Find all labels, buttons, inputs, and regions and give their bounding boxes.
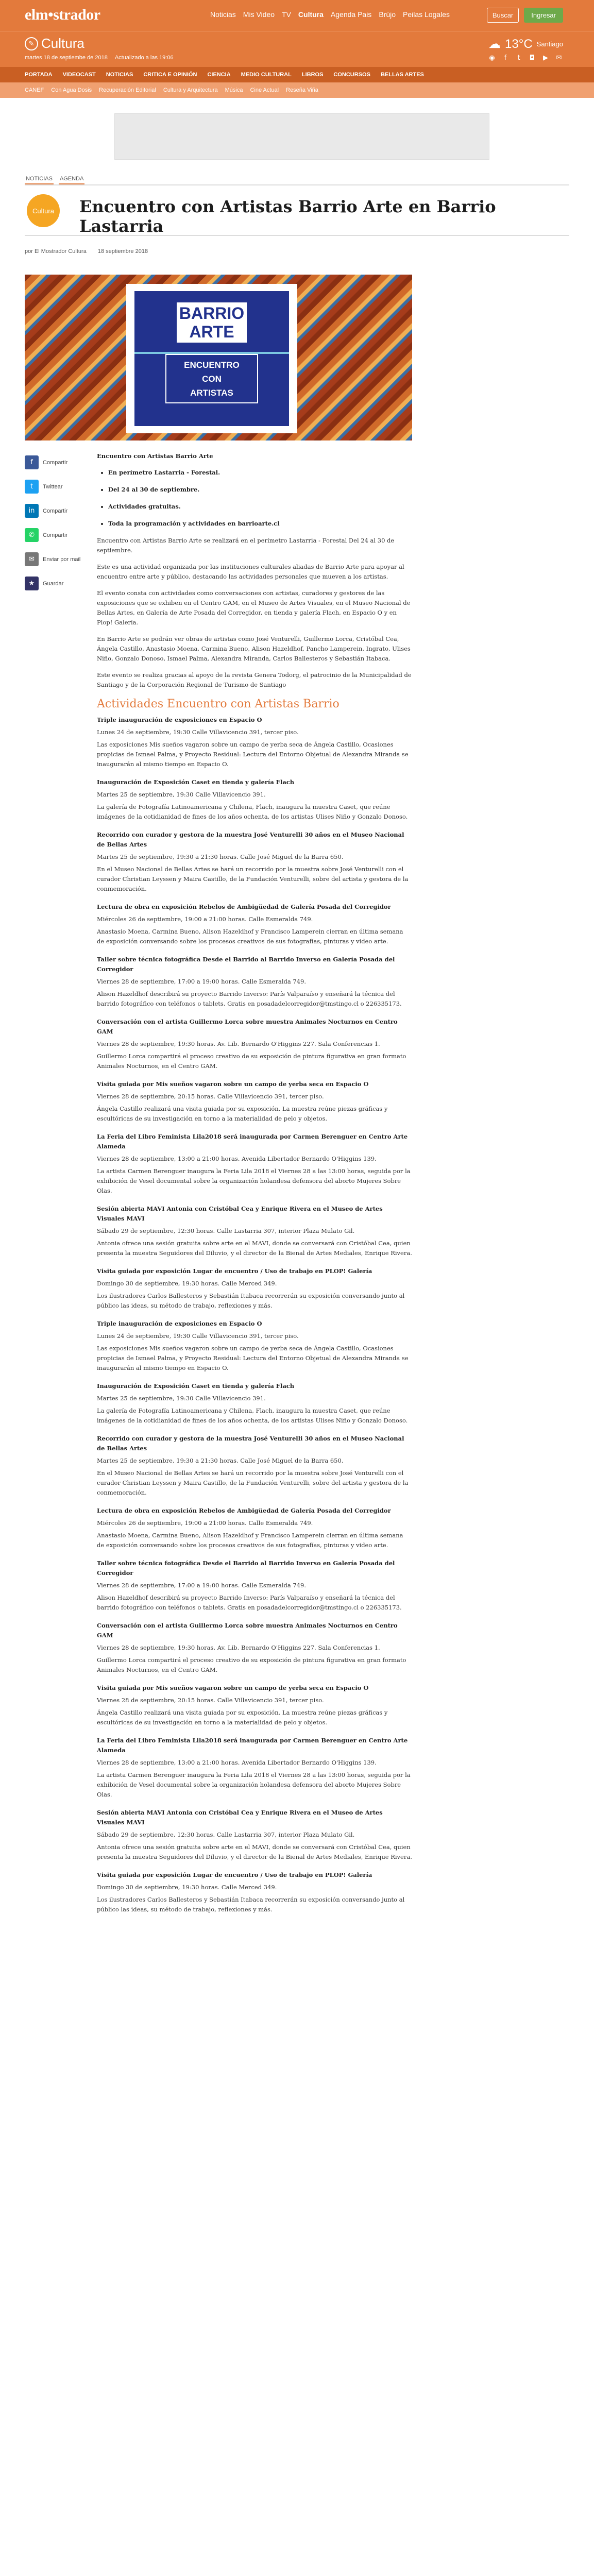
event-description: Las exposiciones Mis sueños vagaron sobre un campo de yerba seca de Ángela Castillo, Ocasiones propicias de Ismael Palma, y Proyecto Residual: Lectura del Entorno Objetual de Alexandra Miranda se inaugurarán al mismo tiempo en Espacio O. [97,1345,409,1371]
event-description: Antonia ofrece una sesión gratuita sobre arte en el MAVI, donde se conversará con Cristóbal Cea, quien presenta la muestra Seguidores del Diluvio, y el director de la Bienal de Artes Mediales, Enrique Rivera. [97,1843,412,1860]
breadcrumb-agenda[interactable]: AGENDA [59,174,84,184]
event-description: Guillermo Lorca compartirá el proceso creativo de su exposición de pintura figurativa en gran formato Animales Nocturnos, en el Centro GAM. [97,1053,406,1070]
event-description: La artista Carmen Berenguer inaugura la Feria Lila 2018 el Viernes 28 a las 13:00 horas, seguida por la exhibición de Vesel documental sobre la organización holandesa defensora del aborto Mujeres Sobre Olas. [97,1771,411,1798]
paragraph: Este es una actividad organizada por las instituciones culturales aliadas de Barrio Arte para apoyar al encuentro entre arte y público, destacando las actividades personales que mueven a los artistas. [97,563,404,580]
weather-icon: ☁ [488,37,501,51]
event-datetime: Viernes 28 de septiembre, 19:30 horas. Av. Lib. Bernardo O'Higgins 227. Sala Conferencias 1. [97,1040,380,1047]
event-description: En el Museo Nacional de Bellas Artes se hará un recorrido por la muestra sobre José Venturelli con el curador Christian Leyssen y Maira Castillo, de la Fundación Venturelli, sobre del artista y gestora de la conmemoración. [97,1469,409,1496]
event-title: La Feria del Libro Feminista Lila2018 será inaugurada por Carmen Berenguer en Centro Arte Alameda [97,1737,408,1754]
section-dateline [25,55,174,61]
event-description: Las exposiciones Mis sueños vagaron sobre un campo de yerba seca de Ángela Castillo, Ocasiones propicias de Ismael Palma, y Proyecto Residual: Lectura del Entorno Objetual de Alexandra Miranda se inaugurarán al mismo tiempo en Espacio O. [97,741,409,768]
cat-ciencia[interactable]: CIENCIA [207,72,231,78]
event-description: Los ilustradores Carlos Ballesteros y Sebastián Itabaca recorrerán su exposición conversando junto al público las ideas, su método de trabajo, reflexiones y más. [97,1292,405,1309]
event-datetime: Lunes 24 de septiembre, 19:30 Calle Villavicencio 391, tercer piso. [97,728,299,736]
highlights-list [108,468,412,529]
share-whatsapp[interactable] [25,528,92,542]
event-datetime: Martes 25 de septiembre, 19:30 a 21:30 horas. Calle José Miguel de la Barra 650. [97,853,344,860]
category-badge[interactable]: Cultura [27,194,60,227]
logo-line-artistas: ARTISTAS [190,388,233,398]
event-datetime: Martes 25 de septiembre, 19:30 a 21:30 horas. Calle José Miguel de la Barra 650. [97,1457,344,1464]
event-title: Triple inauguración de exposiciones en Espacio O [97,716,262,723]
cat-noticias[interactable]: NOTICIAS [106,72,133,78]
event-description: Alison Hazeldhof describirá su proyecto Barrido Inverso: París Valparaíso y enseñará la técnica del barrido fotográfico con teléfonos o tablets. Gratis en posadadelcorregidor@tmstingo.cl o 226335173. [97,990,402,1007]
whatsapp-icon: ✆ [25,528,39,542]
breadcrumb [25,174,84,184]
event-description: Anastasio Moena, Carmina Bueno, Alison Hazeldhof y Francisco Lamperein cierran en última semana de exposición conversando sobre los procesos creativos de sus fotografías, pinturas y video arte. [97,1532,403,1549]
category-nav [0,67,594,82]
list-item: • Actividades gratuitas. [108,502,412,512]
event-datetime: Viernes 28 de septiembre, 17:00 a 19:00 horas. Calle Esmeralda 749. [97,978,307,985]
event-title: Sesión abierta MAVI Antonia con Cristóbal Cea y Enrique Rivera en el Museo de Artes Visuales MAVI [97,1809,383,1826]
section-name: Cultura [41,36,84,51]
culture-icon: ✎ [25,37,38,50]
cat-concursos[interactable]: CONCURSOS [333,72,370,78]
event-title: Conversación con el artista Guillermo Lorca sobre muestra Animales Nocturnos en Centro GAM [97,1018,398,1035]
paragraph: Encuentro con Artistas Barrio Arte se realizará en el perímetro Lastarria - Forestal Del 24 al 30 de septiembre. [97,537,395,554]
paragraph: En Barrio Arte se podrán ver obras de artistas como José Venturelli, Guillermo Lorca, Cristóbal Cea, Ángela Castillo, Anastasio Moena, Carmina Bueno, Alison Hazeldhof, Pancho Lamperein, Ingrato, Ulises Niño, Gonzalo Donoso, Ismael Palma, Alexandra Miranda, Carlos Ballesteros y Sebastián Itabaca. [97,635,411,662]
youtube-icon[interactable]: ▶ [543,54,548,62]
twitter-icon[interactable]: t [517,54,520,62]
event-title: Recorrido con curador y gestora de la muestra José Venturelli 30 años en el Museo Nacional de Bellas Artes [97,1435,404,1452]
event-datetime: Miércoles 26 de septiembre, 19:00 a 21:00 horas. Calle Esmeralda 749. [97,916,313,923]
event-description: Ángela Castillo realizará una visita guiada por su exposición. La muestra reúne piezas gráficas y escultóricas de su investigación en torno a la materialidad de pelo y objetos. [97,1105,388,1122]
event-datetime: Viernes 28 de septiembre, 17:00 a 19:00 horas. Calle Esmeralda 749. [97,1582,307,1589]
logo-line-con: CON [202,374,222,384]
share-twitter[interactable] [25,480,92,494]
twitter-icon: t [25,480,39,494]
event-title: Visita guiada por Mis sueños vagaron sobre un campo de yerba seca en Espacio O [97,1684,369,1691]
nav-mis-video[interactable]: Mis Video [243,10,275,19]
section-header [0,31,594,67]
share-label: Compartir [43,532,68,538]
hero-logo-bg [134,291,289,426]
share-label: Guardar [43,580,64,587]
event-datetime: Viernes 28 de septiembre, 13:00 a 21:00 horas. Avenida Libertador Bernardo O'Higgins 139. [97,1759,377,1766]
event-title: Inauguración de Exposición Caset en tienda y galería Flach [97,1382,295,1389]
event-title: Conversación con el artista Guillermo Lorca sobre muestra Animales Nocturnos en Centro GAM [97,1622,398,1639]
event-description: Ángela Castillo realizará una visita guiada por su exposición. La muestra reúne piezas gráficas y escultóricas de su investigación en torno a la materialidad de pelo y objetos. [97,1709,388,1726]
share-label: Enviar por mail [43,556,81,563]
author[interactable]: por El Mostrador Cultura [25,248,87,255]
event-datetime: Domingo 30 de septiembre, 19:30 horas. Calle Merced 349. [97,1280,277,1287]
share-mail[interactable] [25,552,92,566]
event-description: La artista Carmen Berenguer inaugura la Feria Lila 2018 el Viernes 28 a las 13:00 horas, seguida por la exhibición de Vesel documental sobre la organización holandesa defensora del aborto Mujeres Sobre Olas. [97,1167,411,1194]
event-title: La Feria del Libro Feminista Lila2018 será inaugurada por Carmen Berenguer en Centro Arte Alameda [97,1133,408,1150]
ad-banner[interactable] [114,113,489,160]
subcat-3[interactable]: Cultura y Arquitectura [163,87,218,93]
logo-line-encuentro: ENCUENTRO [184,360,240,370]
subcat-1[interactable]: Con Agua Dosis [51,87,92,93]
event-datetime: Viernes 28 de septiembre, 19:30 horas. Av. Lib. Bernardo O'Higgins 227. Sala Conferencias 1. [97,1644,380,1651]
article-header [25,184,569,236]
event-datetime: Viernes 28 de septiembre, 20:15 horas. Calle Villavicencio 391, tercer piso. [97,1093,324,1100]
cat-libros[interactable]: LIBROS [301,72,324,78]
event-datetime: Lunes 24 de septiembre, 19:30 Calle Villavicencio 391, tercer piso. [97,1332,299,1340]
lead-paragraph: Encuentro con Artistas Barrio Arte [97,452,213,460]
event-description: En el Museo Nacional de Bellas Artes se hará un recorrido por la muestra sobre José Venturelli con el curador Christian Leyssen y Maira Castillo, de la Fundación Venturelli, sobre del artista y gestora de la conmemoración. [97,866,409,892]
event-title: Visita guiada por Mis sueños vagaron sobre un campo de yerba seca en Espacio O [97,1080,369,1088]
event-datetime: Viernes 28 de septiembre, 20:15 horas. Calle Villavicencio 391, tercer piso. [97,1697,324,1704]
event-title: Lectura de obra en exposición Rebelos de Ambigüedad de Galería Posada del Corregidor [97,1507,391,1514]
event-description: Guillermo Lorca compartirá el proceso creativo de su exposición de pintura figurativa en gran formato Animales Nocturnos, en el Centro GAM. [97,1656,406,1673]
event-title: Visita guiada por exposición Lugar de encuentro / Uso de trabajo en PLOP! Galería [97,1267,372,1275]
mail-icon: ✉ [25,552,39,566]
subcat-4[interactable]: Música [225,87,243,93]
social-links [488,54,563,62]
event-datetime: Sábado 29 de septiembre, 12:30 horas. Calle Lastarria 307, interior Plaza Mulato Gil. [97,1831,355,1838]
hero-logo-card [126,284,297,433]
events-list [97,715,412,1914]
weather-widget[interactable] [488,37,563,52]
share-label: Compartir [43,459,68,466]
header-actions [487,8,563,23]
nav-agenda-pais[interactable]: Agenda Pais [330,10,372,19]
article-body [97,451,412,1923]
share-facebook[interactable] [25,455,92,469]
updated-time: Actualizado a las 19:06 [114,55,174,61]
publish-date: 18 septiembre 2018 [97,248,148,255]
hero-image [25,275,412,440]
rss-icon[interactable]: ◉ [489,54,495,62]
subcat-5[interactable]: Cine Actual [250,87,279,93]
event-datetime: Martes 25 de septiembre, 19:30 Calle Villavicencio 391. [97,1395,266,1402]
instagram-icon[interactable]: ◘ [529,54,535,62]
event-title: Visita guiada por exposición Lugar de encuentro / Uso de trabajo en PLOP! Galería [97,1871,372,1878]
cat-videocast[interactable]: VIDEOCAST [62,72,96,78]
current-date: martes 18 de septiembe de 2018 [25,55,108,61]
cat-critica[interactable]: CRITICA E OPINIÓN [143,72,197,78]
facebook-icon: f [25,455,39,469]
event-datetime: Domingo 30 de septiembre, 19:30 horas. Calle Merced 349. [97,1884,277,1891]
event-title: Taller sobre técnica fotográfica Desde el Barrido al Barrido Inverso en Galería Posada del Corregidor [97,956,395,973]
logo-line-arte: ARTE [189,323,234,341]
article-byline [25,248,148,255]
mail-icon[interactable]: ✉ [556,54,562,62]
share-bar [25,455,92,601]
facebook-icon[interactable]: f [504,54,507,62]
nav-tv[interactable]: TV [282,10,291,19]
list-item: • Del 24 al 30 de septiembre. [108,485,412,495]
section-title[interactable] [25,36,84,52]
event-description: La galería de Fotografía Latinoamericana y Chilena, Flach, inaugura la muestra Caset, que reúne imágenes de la cotidianidad de fines de los años ochenta, de los artistas Ulises Niño y Gonzalo Donoso. [97,1407,408,1424]
event-description: La galería de Fotografía Latinoamericana y Chilena, Flach, inaugura la muestra Caset, que reúne imágenes de la cotidianidad de fines de los años ochenta, de los artistas Ulises Niño y Gonzalo Donoso. [97,803,408,820]
login-button[interactable]: Ingresar [524,8,563,23]
share-label: Compartir [43,507,68,514]
barrio-arte-logo [177,302,247,343]
event-title: Recorrido con curador y gestora de la muestra José Venturelli 30 años en el Museo Nacional de Bellas Artes [97,831,404,848]
top-header [0,0,594,31]
encuentro-logo [165,354,258,403]
event-description: Alison Hazeldhof describirá su proyecto Barrido Inverso: París Valparaíso y enseñará la técnica del barrido fotográfico con teléfonos o tablets. Gratis en posadadelcorregidor@tmstingo.cl o 226335173. [97,1594,402,1611]
event-description: Los ilustradores Carlos Ballesteros y Sebastián Itabaca recorrerán su exposición conversando junto al público las ideas, su método de trabajo, reflexiones y más. [97,1896,405,1913]
activities-heading: Actividades Encuentro con Artistas Barrio [97,698,340,710]
weather-temp: 13°C [505,37,533,51]
event-title: Sesión abierta MAVI Antonia con Cristóbal Cea y Enrique Rivera en el Museo de Artes Visuales MAVI [97,1205,383,1222]
event-description: Anastasio Moena, Carmina Bueno, Alison Hazeldhof y Francisco Lamperein cierran en última semana de exposición conversando sobre los procesos creativos de sus fotografías, pinturas y video arte. [97,928,403,945]
share-label: Twittear [43,483,63,490]
event-description: Antonia ofrece una sesión gratuita sobre arte en el MAVI, donde se conversará con Cristóbal Cea, quien presenta la muestra Seguidores del Diluvio, y el director de la Bienal de Artes Mediales, Enrique Rivera. [97,1240,412,1257]
subcat-0[interactable]: CANEF [25,87,44,93]
bookmark-icon: ★ [25,577,39,590]
subcat-2[interactable]: Recuperación Editorial [99,87,156,93]
subcat-6[interactable]: Reseña Viña [286,87,318,93]
list-item: • En perímetro Lastarria - Forestal. [108,468,412,478]
event-title: Lectura de obra en exposición Rebelos de Ambigüedad de Galería Posada del Corregidor [97,903,391,910]
event-title: Inauguración de Exposición Caset en tienda y galería Flach [97,778,295,786]
event-datetime: Viernes 28 de septiembre, 13:00 a 21:00 horas. Avenida Libertador Bernardo O'Higgins 139. [97,1155,377,1162]
linkedin-icon: in [25,504,39,518]
paragraph: Este evento se realiza gracias al apoyo de la revista Genera Todorg, el patrocinio de la Municipalidad de Santiago y de la Corporación Regional de Turismo de Santiago [97,671,412,688]
event-title: Triple inauguración de exposiciones en Espacio O [97,1320,262,1327]
nav-peilas-logales[interactable]: Peilas Logales [403,10,450,19]
weather-city: Santiago [536,40,563,48]
cat-portada[interactable]: PORTADA [25,72,53,78]
event-datetime: Martes 25 de septiembre, 19:30 Calle Villavicencio 391. [97,791,266,798]
breadcrumb-noticias[interactable]: NOTICIAS [25,174,54,184]
paragraph: El evento consta con actividades como conversaciones con artistas, curadores y gestores de las exposiciones que se exhiben en el Centro GAM, en el Museo de Artes Visuales, en el Museo Nacional de Bellas Artes, en Galería de Arte Posada del Corregidor, en tienda y galería Flach, en Espacio O y en Plop! Galería. [97,589,411,626]
cat-bellas-artes[interactable]: BELLAS ARTES [380,72,424,78]
nav-cultura[interactable]: Cultura [298,10,324,19]
subcategory-nav [0,82,594,98]
site-logo[interactable]: elm•strador [25,6,100,23]
event-title: Taller sobre técnica fotográfica Desde el Barrido al Barrido Inverso en Galería Posada del Corregidor [97,1560,395,1577]
top-nav [210,10,450,19]
event-datetime: Sábado 29 de septiembre, 12:30 horas. Calle Lastarria 307, interior Plaza Mulato Gil. [97,1227,355,1234]
event-datetime: Miércoles 26 de septiembre, 19:00 a 21:00 horas. Calle Esmeralda 749. [97,1519,313,1527]
nav-noticias[interactable]: Noticias [210,10,236,19]
cat-medio-cultural[interactable]: MEDIO CULTURAL [241,72,292,78]
page-title: Encuentro con Artistas Barrio Arte en Barrio Lastarria [79,197,496,236]
search-button[interactable]: Buscar [487,8,519,23]
nav-brujo[interactable]: Brújo [379,10,396,19]
share-linkedin[interactable] [25,504,92,518]
list-item[interactable]: • Toda la programación y actividades en barrioarte.cl [108,519,412,529]
share-bookmark[interactable] [25,577,92,590]
logo-line-barrio: BARRIO [179,304,245,323]
